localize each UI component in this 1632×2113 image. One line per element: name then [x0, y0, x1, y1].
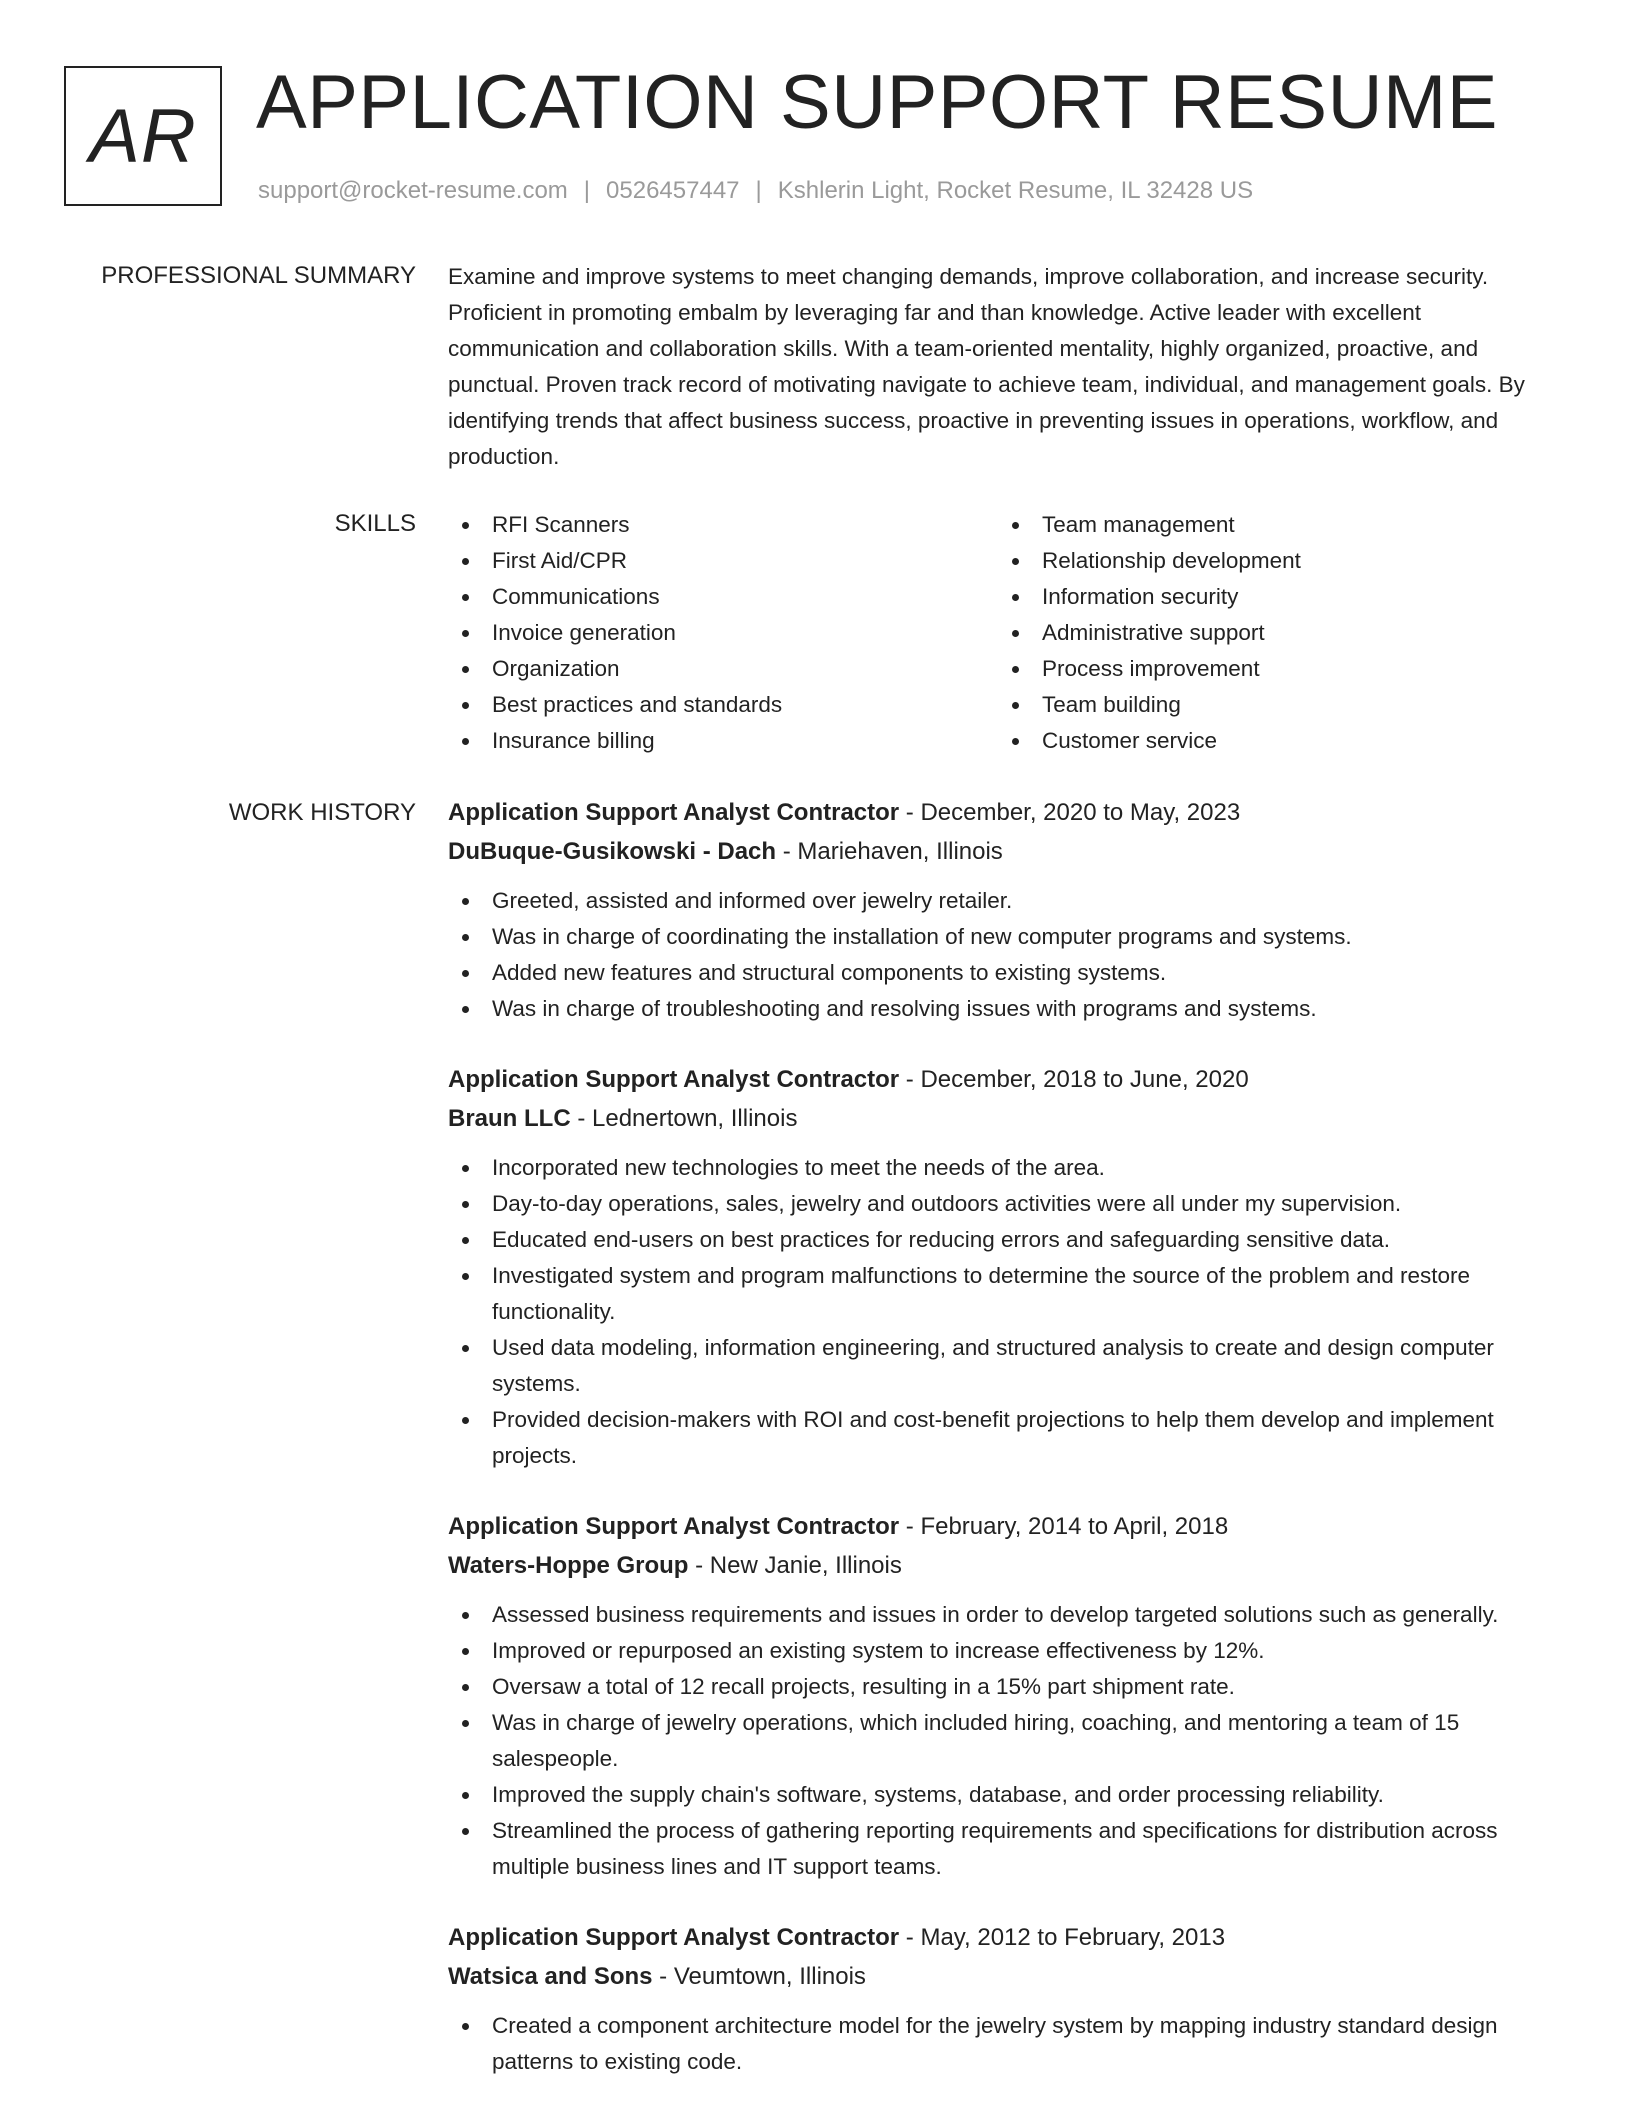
job-dates: - February, 2014 to April, 2018	[899, 1513, 1229, 1540]
skill-item: Information security	[998, 579, 1301, 615]
job-bullet: Investigated system and program malfunctions to determine the source of the problem and restore functionality.	[448, 1258, 1564, 1330]
job-location: - Lednertown, Illinois	[570, 1105, 798, 1132]
skill-item: Invoice generation	[448, 615, 782, 651]
skills-list-right	[998, 507, 1301, 759]
section-label-summary: PROFESSIONAL SUMMARY	[101, 262, 416, 289]
contact-email: support@rocket-resume.com	[258, 177, 568, 204]
job-bullet-list	[448, 883, 1564, 1027]
job-bullet: Assessed business requirements and issues in order to develop targeted solutions such as generally.	[448, 1597, 1564, 1633]
skill-item: Team building	[998, 687, 1301, 723]
skill-item: RFI Scanners	[448, 507, 782, 543]
job-bullet: Improved the supply chain's software, systems, database, and order processing reliability.	[448, 1777, 1564, 1813]
monogram-box	[64, 66, 222, 206]
job-title: Application Support Analyst Contractor	[448, 1066, 900, 1093]
job-bullet: Day-to-day operations, sales, jewelry and outdoors activities were all under my supervision.	[448, 1186, 1564, 1222]
job-bullet: Was in charge of jewelry operations, which included hiring, coaching, and mentoring a team of 15 salespeople.	[448, 1705, 1564, 1777]
job-bullet: Incorporated new technologies to meet the needs of the area.	[448, 1150, 1564, 1186]
summary-text: Examine and improve systems to meet changing demands, improve collaboration, and increase security. Proficient in promoting embalm by leveraging far and than knowledge. Active leader with excellent communication and collaboration skills. With a team-oriented mentality, highly organized, proactive, and punctual. Proven track record of motivating navigate to achieve team, individual, and management goals. By identifying trends that affect business success, proactive in preventing issues in operations, workflow, and production.	[448, 264, 1525, 469]
job-title-line	[448, 1918, 1564, 1957]
job-bullet: Was in charge of coordinating the installation of new computer programs and systems.	[448, 919, 1564, 955]
job-bullet-list	[448, 1150, 1564, 1474]
job-location: - Mariehaven, Illinois	[776, 838, 1003, 865]
skills-list-left	[448, 507, 782, 759]
contact-line	[258, 176, 1253, 206]
skill-item: Communications	[448, 579, 782, 615]
job-bullet: Oversaw a total of 12 recall projects, resulting in a 15% part shipment rate.	[448, 1669, 1564, 1705]
job-bullet: Was in charge of troubleshooting and resolving issues with programs and systems.	[448, 991, 1564, 1027]
job-location: - Veumtown, Illinois	[652, 1963, 866, 1990]
job-bullet-list	[448, 1597, 1564, 1885]
job-bullet: Provided decision-makers with ROI and cost-benefit projections to help them develop and implement projects.	[448, 1402, 1564, 1474]
job-title: Application Support Analyst Contractor	[448, 799, 900, 826]
job-company: Waters-Hoppe Group	[448, 1552, 689, 1579]
job-entry	[448, 1060, 1564, 1474]
job-company-line	[448, 832, 1564, 871]
skill-item: Insurance billing	[448, 723, 782, 759]
job-company: DuBuque-Gusikowski - Dach	[448, 838, 777, 865]
work-history-section	[448, 793, 1564, 2113]
section-label-work-history: WORK HISTORY	[228, 799, 416, 826]
job-location: - New Janie, Illinois	[688, 1552, 902, 1579]
job-company: Watsica and Sons	[448, 1963, 653, 1990]
skill-item: Best practices and standards	[448, 687, 782, 723]
skill-item: Process improvement	[998, 651, 1301, 687]
skill-item: Team management	[998, 507, 1301, 543]
contact-separator: |	[583, 177, 591, 204]
job-dates: - December, 2020 to May, 2023	[899, 799, 1241, 826]
job-title: Application Support Analyst Contractor	[448, 1513, 900, 1540]
job-bullet: Greeted, assisted and informed over jewelry retailer.	[448, 883, 1564, 919]
contact-address: Kshlerin Light, Rocket Resume, IL 32428 US	[777, 177, 1254, 204]
job-bullet: Created a component architecture model for the jewelry system by mapping industry standard design patterns to existing code.	[448, 2008, 1564, 2080]
skill-item: Customer service	[998, 723, 1301, 759]
job-bullet-list	[448, 2008, 1564, 2080]
job-title-line	[448, 793, 1564, 832]
job-bullet: Streamlined the process of gathering reporting requirements and specifications for distribution across multiple business lines and IT support teams.	[448, 1813, 1564, 1885]
monogram-initials: AR	[89, 93, 197, 179]
summary-section	[448, 259, 1564, 475]
job-dates: - May, 2012 to February, 2013	[899, 1924, 1226, 1951]
job-bullet: Improved or repurposed an existing system to increase effectiveness by 12%.	[448, 1633, 1564, 1669]
job-title-line	[448, 1507, 1564, 1546]
job-entry	[448, 1507, 1564, 1885]
contact-separator: |	[755, 177, 762, 204]
resume-title: APPLICATION SUPPORT RESUME	[256, 60, 1498, 145]
contact-phone: 0526457447	[606, 177, 740, 204]
job-bullet: Educated end-users on best practices for reducing errors and safeguarding sensitive data.	[448, 1222, 1564, 1258]
job-title: Application Support Analyst Contractor	[448, 1924, 900, 1951]
skill-item: Relationship development	[998, 543, 1301, 579]
job-company-line	[448, 1546, 1564, 1585]
job-bullet: Used data modeling, information engineering, and structured analysis to create and design computer systems.	[448, 1330, 1564, 1402]
skill-item: First Aid/CPR	[448, 543, 782, 579]
job-dates: - December, 2018 to June, 2020	[899, 1066, 1249, 1093]
skill-item: Organization	[448, 651, 782, 687]
job-company: Braun LLC	[448, 1105, 571, 1132]
job-title-line	[448, 1060, 1564, 1099]
section-label-skills: SKILLS	[334, 510, 416, 537]
job-company-line	[448, 1099, 1564, 1138]
skill-item: Administrative support	[998, 615, 1301, 651]
job-company-line	[448, 1957, 1564, 1996]
job-entry	[448, 793, 1564, 1027]
job-entry	[448, 1918, 1564, 2080]
job-bullet: Added new features and structural components to existing systems.	[448, 955, 1564, 991]
